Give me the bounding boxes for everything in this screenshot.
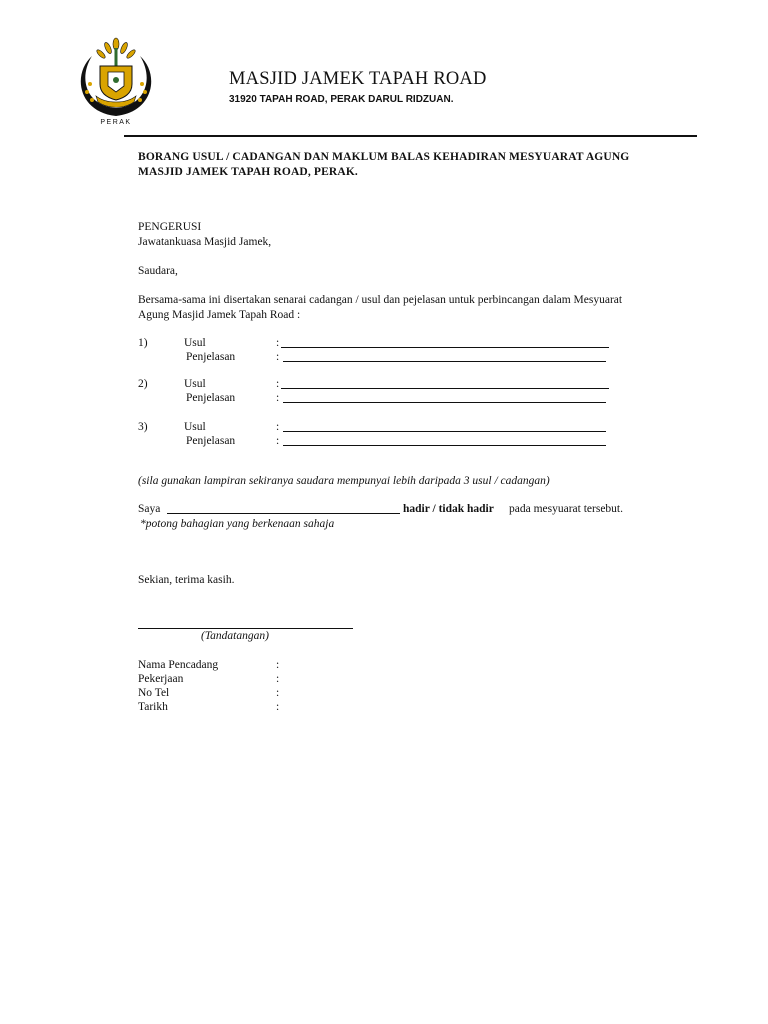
separator: : [276, 378, 280, 390]
field-label: No Tel [138, 687, 170, 699]
form-title-line-1: BORANG USUL / CADANGAN DAN MAKLUM BALAS KEHADIRAN MESYUARAT AGUNG [138, 151, 630, 163]
item-number: 2) [138, 378, 148, 390]
penjelasan-label: Penjelasan [186, 392, 236, 404]
penjelasan-1-input-line[interactable] [283, 361, 606, 362]
attendance-suffix: pada mesyuarat tersebut. [509, 503, 623, 515]
intro-line-2: Agung Masjid Jamek Tapah Road : [138, 309, 301, 321]
name-input-line[interactable] [167, 513, 400, 514]
separator: : [276, 337, 280, 349]
field-separator: : [276, 687, 280, 699]
usul-label: Usul [184, 337, 206, 349]
usul-label: Usul [184, 378, 206, 390]
field-separator: : [276, 701, 280, 713]
attendance-footnote: *potong bahagian yang berkenaan sahaja [140, 518, 335, 530]
separator: : [276, 392, 280, 404]
item-number: 1) [138, 337, 148, 349]
usul-label: Usul [184, 421, 206, 433]
penjelasan-3-input-line[interactable] [283, 445, 606, 446]
penjelasan-label: Penjelasan [186, 351, 236, 363]
perak-crest-logo [70, 34, 162, 126]
item-number: 3) [138, 421, 148, 433]
recipient-title: PENGERUSI [138, 221, 202, 233]
signature-line[interactable] [138, 628, 353, 629]
header-divider [124, 135, 697, 137]
separator: : [276, 351, 280, 363]
usul-2-input-line[interactable] [281, 388, 609, 389]
attendance-prefix: Saya [138, 503, 161, 515]
field-label: Pekerjaan [138, 673, 184, 685]
usul-3-input-line[interactable] [283, 431, 606, 432]
recipient-committee: Jawatankuasa Masjid Jamek, [138, 236, 272, 248]
salutation: Saudara, [138, 265, 178, 277]
organization-name: MASJID JAMEK TAPAH ROAD [229, 69, 487, 89]
intro-line-1: Bersama-sama ini disertakan senarai cadangan / usul dan pejelasan untuk perbincangan dalam Mesyuarat [138, 294, 623, 306]
field-label: Tarikh [138, 701, 168, 713]
field-separator: : [276, 673, 280, 685]
separator: : [276, 421, 280, 433]
form-title-line-2: MASJID JAMEK TAPAH ROAD, PERAK. [138, 166, 358, 178]
signature-caption: (Tandatangan) [201, 630, 269, 642]
field-label: Nama Pencadang [138, 659, 219, 671]
crest-caption: PERAK [100, 119, 132, 126]
field-separator: : [276, 659, 280, 671]
organization-address: 31920 TAPAH ROAD, PERAK DARUL RIDZUAN. [229, 94, 454, 105]
usul-1-input-line[interactable] [281, 347, 609, 348]
separator: : [276, 435, 280, 447]
penjelasan-label: Penjelasan [186, 435, 236, 447]
attachment-note: (sila gunakan lampiran sekiranya saudara mempunyai lebih daripada 3 usul / cadangan) [138, 475, 550, 487]
penjelasan-2-input-line[interactable] [283, 402, 606, 403]
closing-text: Sekian, terima kasih. [138, 574, 235, 586]
attendance-choice[interactable]: hadir / tidak hadir [403, 503, 494, 515]
